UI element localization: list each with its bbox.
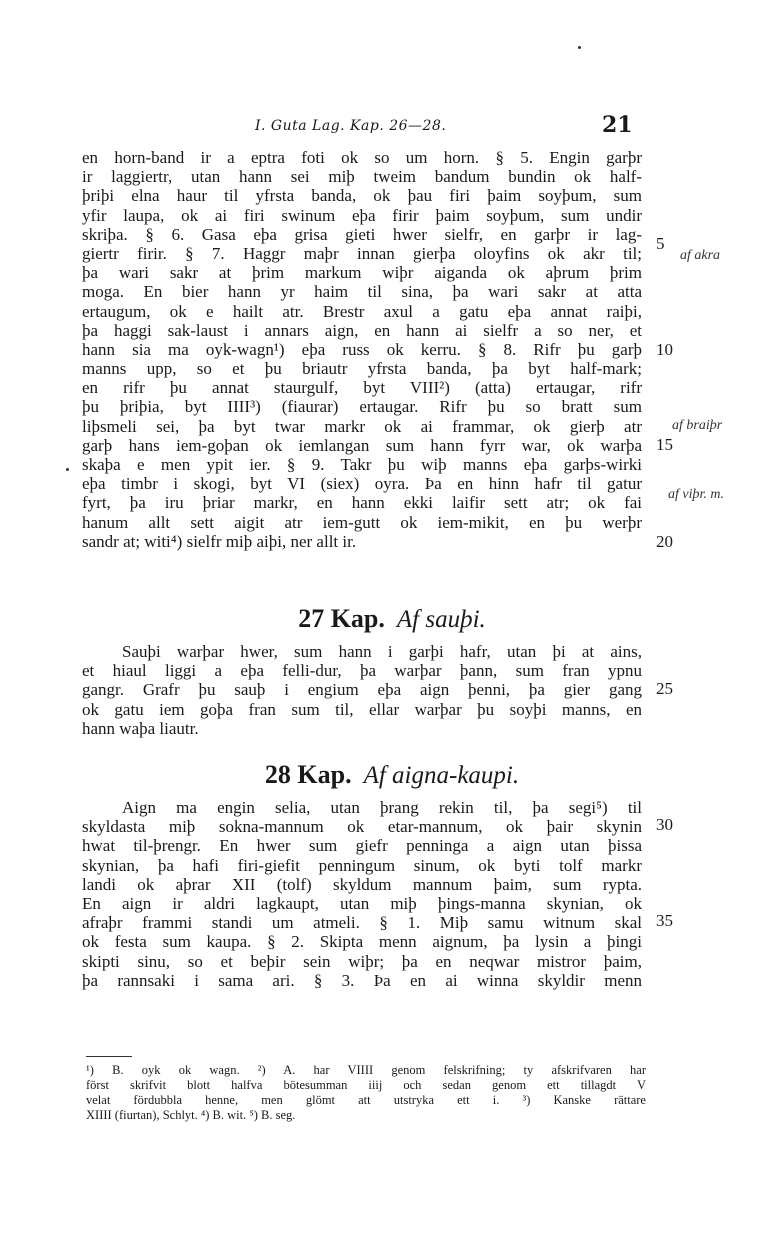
text-line: Aign ma engin selia, utan þrang rekin til, þa segi⁵) til [122,798,642,817]
footnote-line: XIIII (fiurtan), Schlyt. ⁴) B. wit. ⁵) B. seg. [86,1108,296,1122]
marginal-note: af akra [680,248,721,263]
chapter-title: Af aigna-kaupi. [363,762,520,789]
text-line: gangr. Grafr þu sauþ i engium eþa aign þenni, þa gier gang [82,680,642,700]
line-number: 5 [656,234,665,253]
text-line: þu þriþia, byt IIII³) (fiaurar) ertaugar. Rifr þu so bratt sum [82,397,642,417]
text-line: en rifr þu annat staurgulf, byt VIII²) (atta) ertaugar, rifr [82,378,642,398]
text-line: garþ hans iem-goþan ok iemlangan sum hann fyrr war, ok warþa [82,435,642,455]
text-line: manns upp, so et þu briautr yfrsta banda, þa byt half-mark; [82,359,642,379]
page-header [0,112,784,142]
line-number: 30 [656,815,673,834]
chapter-title: Af sauþi. [396,606,486,633]
chapter-26-text [82,148,642,551]
text-line: skipti sinu, so et beþir sein wiþr; þa en neqwar mistror þaim, [82,951,642,971]
text-line: landi ok aþrar XII (tolf) skyldum mannum þaim, sum rypta. [82,874,642,894]
footnote-line: först skrifvit blott halfva bötesumman iiij och sedan genom ett tillagdt V [86,1078,646,1092]
text-line: Sauþi warþar hwer, sum hann i garþi hafr, utan þi at ains, [122,642,642,661]
text-line: fyrt, þa iru þriar markr, en hann ekki laifir sett atr; ok fai [82,493,642,513]
text-line: ok gatu iem goþa fran sum til, ellar warþar þu soyþi manns, en [82,699,642,719]
text-line: ok festa sum kaupa. § 2. Skipta menn aignum, þa lysin a þingi [82,932,642,952]
stray-mark [578,46,581,49]
footnote-rule [86,1056,132,1057]
chapter-27-heading [0,604,784,634]
text-line: yfir laupa, ok ai firi swinum eþa firir þaim soyþum, sum undir [82,205,642,225]
running-title: I. Guta Lag. Kap. 26—28. [255,118,447,134]
text-line: þa rannsaki i sama ari. § 3. Þa en ai winna skyldir menn [82,970,642,990]
text-line: þa haggi sak-laust i annars aign, en hann ai sielfr a so ner, et [82,320,642,340]
text-line: afraþr frammi standi um atmeli. § 1. Miþ samu witnum skal [82,913,642,933]
footnote-line: velat fördubbla henne, men glömt att utstryka ett i. ³) Kanske rättare [86,1093,646,1107]
text-line: giertr firir. § 7. Haggr maþr innan gierþa oloyfins ok akr til; [82,243,642,263]
text-line: En aign ir aldri lagkaupt, utan miþ þings-manna skynian, ok [82,893,642,913]
page-number: 21 [602,112,633,138]
text-line: þa wari sakr at þrim markum wiþr aiganda ok aþrum þrim [82,263,642,283]
footnote-line: ¹) B. oyk ok wagn. ²) A. har VIIII genom felskrifning; ty afskrifvaren har [86,1063,646,1077]
text-line: skriþa. § 6. Gasa eþa grisa gieti hwer sielfr, en garþr ir lag- [82,224,642,244]
text-line: skaþa e men ypit ier. § 9. Takr þu wiþ manns eþa garþs-wirki [82,455,642,474]
line-number: 10 [656,340,673,359]
text-line: sandr at; witi⁴) sielfr miþ aiþi, ner allt ir. [82,531,357,551]
text-line: eþa timbr i skogi, byt VI (siex) oyra. Þa en hinn hafr til gatur [82,474,642,494]
footnotes [86,1063,646,1123]
text-line: moga. En bier hann yr haim til sina, þa wari sakr at atta [82,282,642,302]
text-line: hwat til-þrengr. En hwer sum giefr penninga a aign utan þissa [82,836,642,856]
chapter-28-text [82,798,642,990]
text-line: en horn-band ir a eptra foti ok so um horn. § 5. Engin garþr [82,148,642,167]
text-line: hann waþa liautr. [82,718,199,738]
chapter-27-text [82,642,642,738]
text-line: ertaugum, ok e hailt atr. Brestr axul a gatu eþa annat raiþi, [82,301,642,321]
line-number: 15 [656,435,673,454]
text-line: ir laggiertr, utan hann sei miþ tweim bandum bundin ok half- [82,167,642,187]
text-line: þriþi elna haur til yfrsta banda, ok þau firi þaim soyþum, sum [82,186,642,206]
line-number: 35 [656,911,673,930]
text-line: et hiaul liggi a eþa felli-dur, þa warþar þann, sum fran ypnu [82,661,642,681]
line-number: 20 [656,532,673,551]
chapter-number: 28 Kap. [264,760,352,789]
text-line: skyldasta miþ sokna-mannum ok etar-mannum, ok þair skynin [82,817,642,837]
marginal-note: af braiþr [672,418,723,433]
line-number: 25 [656,679,673,698]
marginal-note: af viþr. m. [668,487,724,502]
stray-mark [66,468,69,471]
text-line: hanum allt sett aigit atr iem-gutt ok iem-mikit, en þu werþr [82,512,642,532]
text-line: hann sia ma oyk-wagn¹) eþa russ ok kerru. § 8. Rifr þu garþ [82,339,642,359]
text-line: skynian, þa hafi firi-giefit penningum sinum, ok byti tolf markr [82,855,642,875]
chapter-number: 27 Kap. [298,604,385,633]
text-line: liþsmeli sei, þa byt twar markr ok ai frammar, ok gierþ atr [82,416,642,436]
chapter-28-heading [0,760,784,790]
